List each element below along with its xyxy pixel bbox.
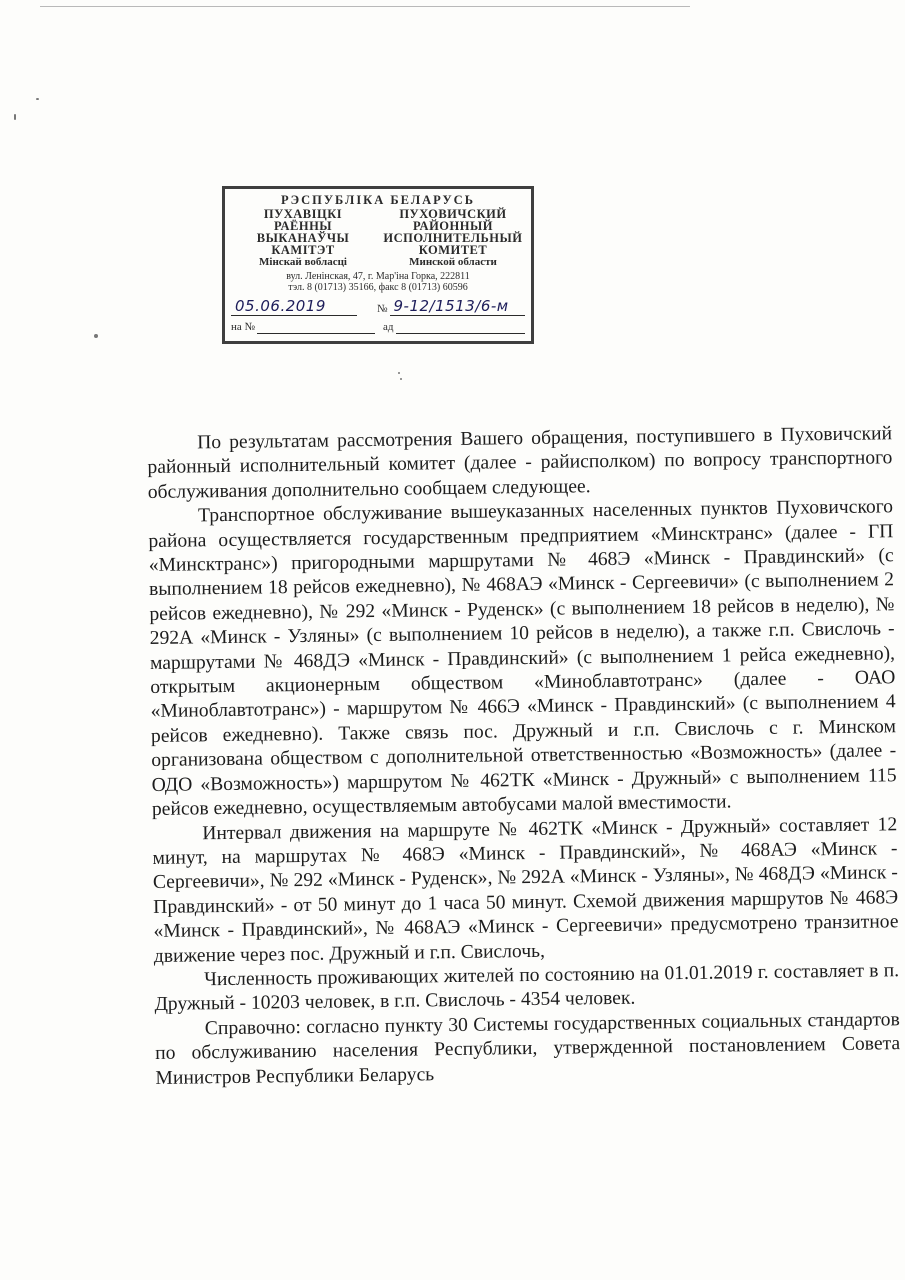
scan-speck [400,378,402,380]
paragraph-transport-routes: Транспортное обслуживание вышеуказанных населенных пунктов Пуховичского района осуществляется государственным предприятием «Минсктранс» (далее - ГП «Минсктранс») пригородными маршрутами № 468Э «Минск - Правдинский» (с выполнением 18 рейсов ежедневно), № 468АЭ «Минск - Сергеевичи» (с выполнением 2 рейсов ежедневно), № 292 «Минск - Руденск» (с выполнением 18 рейсов в неделю), № 292А «Минск - Узляны» (с выполнением 10 рейсов в неделю), а также г.п. Свислочь - маршрутами № 468ДЭ «Минск - Правдинский» (с выполнением 1 рейса ежедневно), открытым акционерным обществом «Миноблавтотранс» (далее - ОАО «Миноблавтотранс») - маршрутом № 466Э «Минск - Правдинский» (с выполнением 4 рейсов ежедневно). Также связь пос. Дружный и г.п. Свислочь с г. Минском организована обществом с дополнительной ответственностью «Возможность» (далее - ОДО «Возможность») маршрутом № 462ТК «Минск - Дружный» с выполнением 115 рейсов ежедневно, осуществляемым автобусами малой вместимости. [148,496,897,821]
scan-speck [36,98,39,100]
stamp-ref-from-blank [396,319,526,334]
paragraph-intervals: Интервал движения на маршруте № 462ТК «Минск - Дружный» составляет 12 минут, на маршрутах № 468Э «Минск - Правдинский», № 468АЭ «Минск - Сергеевичи», № 292 «Минск - Руденск», № 292А «Минск - Узляны», № 468ДЭ «Минск - Правдинский» - от 50 минут до 1 часа 50 минут. Схемой движения маршрутов № 468Э «Минск - Правдинский», № 468АЭ «Минск - Сергеевичи» предусмотрено транзитное движение через пос. Дружный и г.п. Свислочь, [152,813,899,967]
stamp-ref-label: на № [231,321,256,333]
scan-speck [94,334,98,338]
scan-speck [398,372,400,374]
official-letterhead-stamp [222,186,534,344]
stamp-left-line: КАМІТЭТ [271,243,335,257]
stamp-left-line: ВЫКАНАЎЧЫ [256,231,350,245]
paragraph-reference: Справочно: согласно пункту 30 Системы государственных социальных стандартов по обслуживанию населения Республики, утвержденной постановлением Совета Министров Республики Беларусь [154,1008,901,1089]
scan-edge-line [40,6,690,7]
stamp-right-line: ПУХОВИЧСКИЙ [399,207,507,221]
paragraph-intro: По результатам рассмотрения Вашего обращения, поступившего в Пуховичский районный исполнительный комитет (далее - райисполком) по вопросу транспортного обслуживания дополнительно сообщаем следующее. [147,423,893,503]
stamp-address: вул. Ленінская, 47, г. Мар'іна Горка, 222811 [286,271,470,282]
stamp-right-line: ИСПОЛНИТЕЛЬНЫЙ [383,231,523,245]
paragraph-population: Численность проживающих жителей по состоянию на 01.01.2019 г. составляет в п. Дружный - 10203 человек, в г.п. Свислочь - 4354 человек. [154,960,900,1016]
stamp-handwritten-number: 9-12/1513/6-м [390,297,526,316]
stamp-belarusian-column [231,208,375,269]
stamp-phone-fax: тэл. 8 (01713) 35166, факс 8 (01713) 60596 [288,282,468,293]
stamp-date-number-row [231,296,525,316]
stamp-left-line: ПУХАВІЦКІ [263,207,343,221]
stamp-republic: РЭСПУБЛІКА БЕЛАРУСЬ [281,193,475,207]
letter-body [147,422,901,1091]
stamp-russian-column [381,208,525,269]
stamp-reference-row [231,318,525,334]
stamp-right-region: Минской области [409,256,497,268]
stamp-handwritten-date: 05.06.2019 [231,297,357,316]
stamp-ref-blank [257,319,375,334]
stamp-right-line: КОМИТЕТ [418,243,488,257]
stamp-right-line: РАЙОННЫЙ [413,219,493,233]
stamp-left-line: РАЁННЫ [273,219,333,233]
stamp-number-label: № [377,303,388,315]
scan-speck [14,114,16,120]
stamp-left-region: Мінскай вобласці [259,256,347,268]
stamp-ref-from-label: ад [383,321,394,333]
